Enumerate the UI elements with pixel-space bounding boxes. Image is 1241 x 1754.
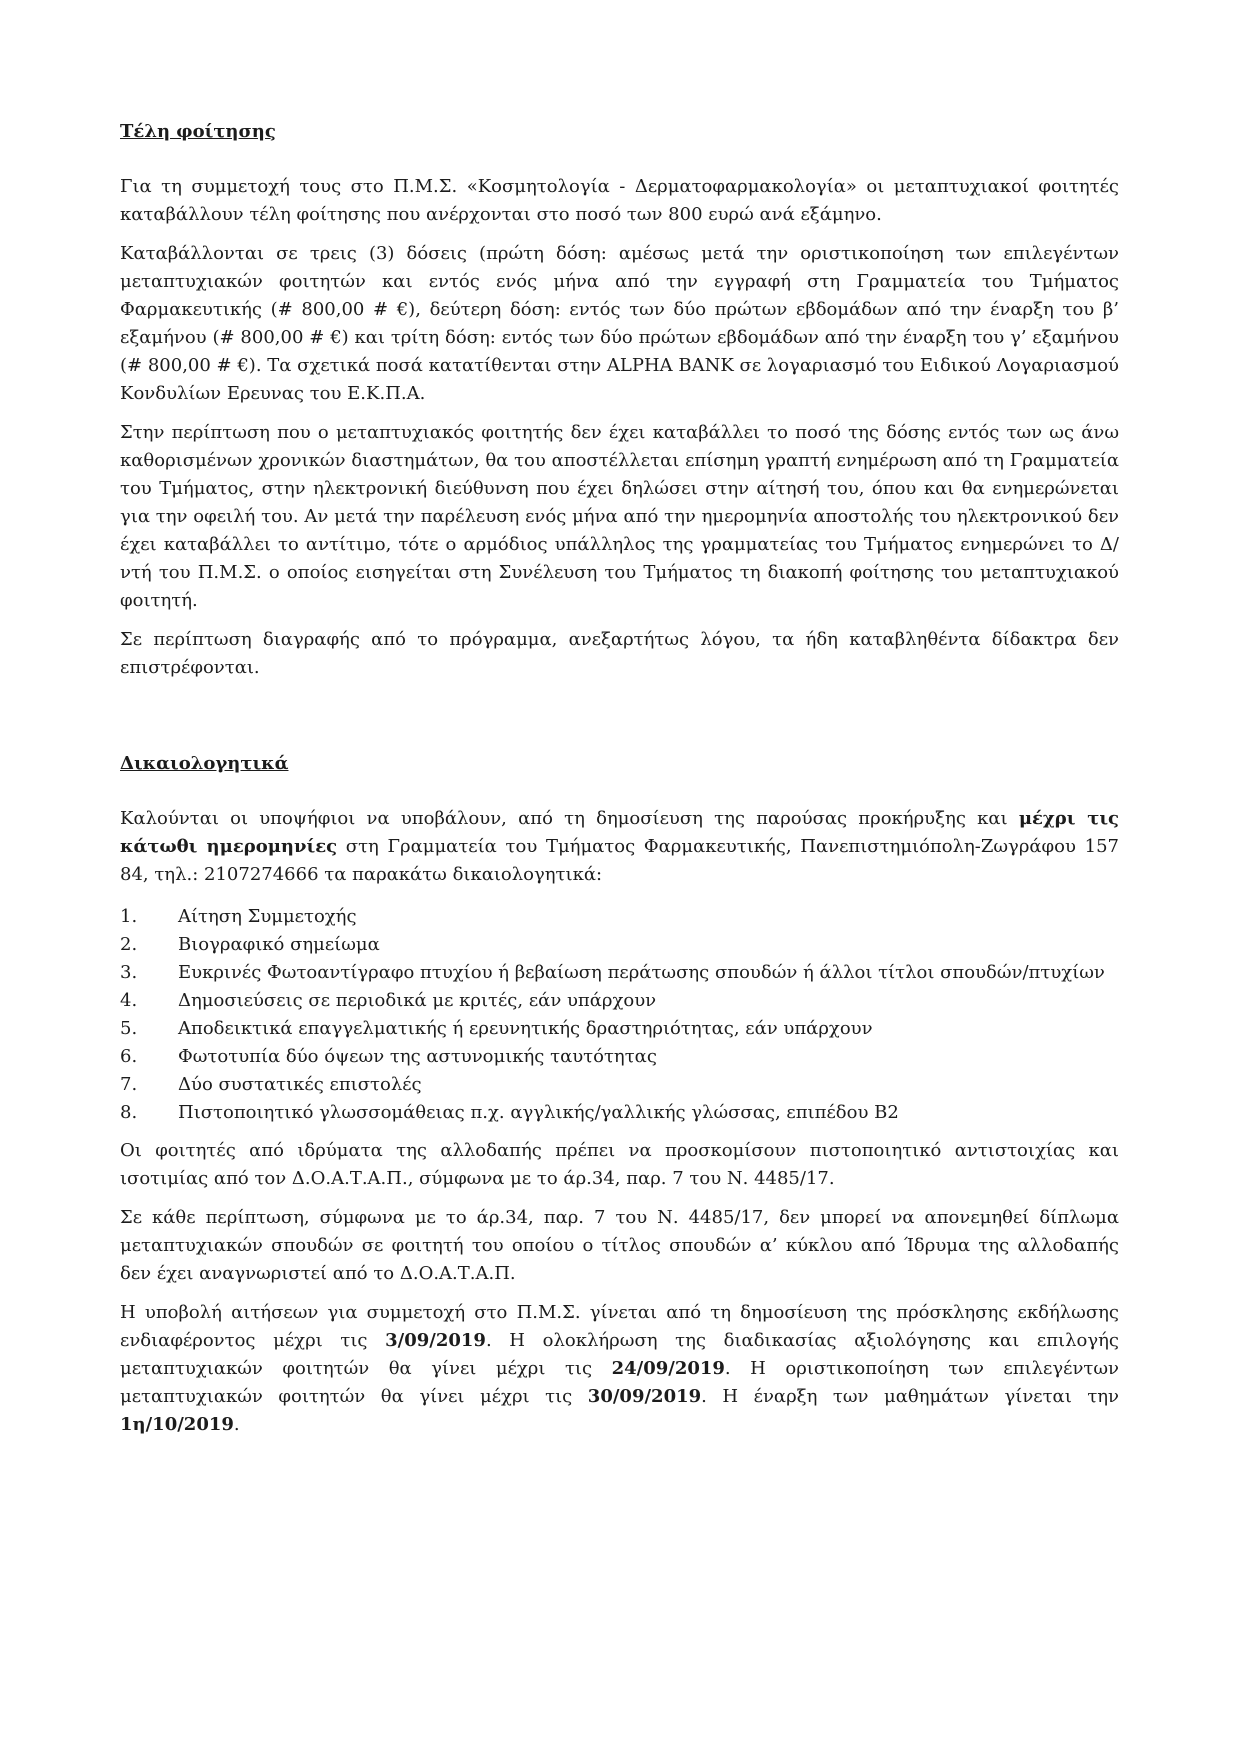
list-item-text: Βιογραφικό σημείωμα <box>178 934 380 955</box>
list-item-number: 2. <box>120 934 138 955</box>
list-item-number: 8. <box>120 1102 138 1123</box>
date-courses-start: 1η/10/2019 <box>120 1414 234 1435</box>
dates-text-2: . Η ολοκλήρωση της διαδικασίας αξιολόγησης και επιλογής μεταπτυχιακών φοιτητών θα γίνει μέχρι τις <box>120 1330 1119 1379</box>
list-item <box>120 903 1119 931</box>
list-item-text: Αίτηση Συμμετοχής <box>178 906 357 927</box>
list-item-number: 5. <box>120 1018 138 1039</box>
dates-text-5: . <box>233 1414 240 1435</box>
dates-text-4: . Η έναρξη των μαθημάτων γίνεται την <box>701 1386 1120 1407</box>
list-item <box>120 1043 1119 1071</box>
fees-paragraph-1: Για τη συμμετοχή τους στο Π.Μ.Σ. «Κοσμητολογία - Δερματοφαρμακολογία» οι μεταπτυχιακοί φοιτητές καταβάλλουν τέλη φοίτησης που ανέρχονται στο ποσό των 800 ευρώ ανά εξάμηνο. <box>120 176 1119 225</box>
dates-text-3: . Η οριστικοποίηση των επιλεγέντων μεταπτυχιακών φοιτητών θα γίνει μέχρι τις <box>120 1358 1119 1407</box>
fees-paragraph-2: Καταβάλλονται σε τρεις (3) δόσεις (πρώτη δόση: αμέσως μετά την οριστικοποίηση των επιλεγέντων μεταπτυχιακών φοιτητών και εντός ενός μήνα από την εγγραφή στη Γραμματεία του Τμήματος Φαρμακευτικής (# 800,00 # €), δεύτερη δόση: εντός των δύο πρώτων εβδομάδων από την έναρξη του β’ εξαμήνου (# 800,00 # €) και τρίτη δόση: εντός των δύο πρώτων εβδομάδων από την έναρξη του γ’ εξαμήνου (# 800,00 # €). Τα σχετικά ποσά κατατίθενται στην ALPHA BANK σε λογαριασμό του Ειδικού Λογαριασμού Κονδυλίων Ερευνας του Ε.Κ.Π.Α. <box>120 243 1119 404</box>
list-item-text: Δύο συστατικές επιστολές <box>178 1074 422 1095</box>
list-item-number: 6. <box>120 1046 138 1067</box>
list-item <box>120 1071 1119 1099</box>
list-item-text: Φωτοτυπία δύο όψεων της αστυνομικής ταυτότητας <box>178 1046 657 1067</box>
date-finalization: 30/09/2019 <box>587 1386 702 1407</box>
list-item-text: Πιστοποιητικό γλωσσομάθειας π.χ. αγγλικής/γαλλικής γλώσσας, επιπέδου Β2 <box>178 1102 899 1123</box>
dates-paragraph <box>120 1299 1119 1439</box>
requirements-list <box>120 903 1119 1127</box>
list-item <box>120 1015 1119 1043</box>
documents-intro <box>120 805 1119 889</box>
foreign-institutions-paragraph: Οι φοιτητές από ιδρύματα της αλλοδαπής πρέπει να προσκομίσουν πιστοποιητικό αντιστοιχίας και ισοτιμίας από τον Δ.Ο.Α.Τ.Α.Π., σύμφωνα με το άρ.34, παρ. 7 του Ν. 4485/17. <box>120 1140 1119 1189</box>
law-paragraph: Σε κάθε περίπτωση, σύμφωνα με το άρ.34, παρ. 7 του Ν. 4485/17, δεν μπορεί να απονεμηθεί δίπλωμα μεταπτυχιακών σπουδών σε φοιτητή του οποίου ο τίτλος σπουδών α’ κύκλου από Ίδρυμα της αλλοδαπής δεν έχει αναγνωριστεί από το Δ.Ο.Α.Τ.Α.Π. <box>120 1207 1119 1284</box>
list-item-number: 3. <box>120 962 138 983</box>
fees-heading: Τέλη φοίτησης <box>120 121 276 142</box>
list-item <box>120 1099 1119 1127</box>
document-page <box>120 118 1119 1450</box>
date-evaluation: 24/09/2019 <box>611 1358 725 1379</box>
fees-paragraph-4: Σε περίπτωση διαγραφής από το πρόγραμμα, ανεξαρτήτως λόγου, τα ήδη καταβληθέντα δίδακτρα δεν επιστρέφονται. <box>120 629 1119 678</box>
documents-intro-text-a: Καλούνται οι υποψήφιοι να υποβάλουν, από τη δημοσίευση της παρούσας προκήρυξης και <box>120 808 1019 829</box>
documents-intro-text-b: στη Γραμματεία του Τμήματος Φαρμακευτικής, Πανεπιστημιόπολη-Ζωγράφου 157 84, τηλ.: 2107274666 τα παρακάτω δικαιολογητικά: <box>120 836 1119 885</box>
list-item <box>120 959 1119 987</box>
list-item-text: Δημοσιεύσεις σε περιοδικά με κριτές, εάν υπάρχουν <box>178 990 657 1011</box>
list-item-text: Αποδεικτικά επαγγελματικής ή ερευνητικής δραστηριότητας, εάν υπάρχουν <box>178 1018 873 1039</box>
list-item <box>120 931 1119 959</box>
dates-text-1: Η υποβολή αιτήσεων για συμμετοχή στο Π.Μ.Σ. γίνεται από τη δημοσίευση της πρόσκλησης εκδήλωσης ενδιαφέροντος μέχρι τις <box>120 1302 1119 1351</box>
date-submission: 3/09/2019 <box>385 1330 486 1351</box>
list-item-number: 7. <box>120 1074 138 1095</box>
documents-intro-bold: μέχρι τις κάτωθι ημερομηνίες <box>120 808 1119 857</box>
list-item <box>120 987 1119 1015</box>
list-item-text: Ευκρινές Φωτοαντίγραφο πτυχίου ή βεβαίωση περάτωσης σπουδών ή άλλοι τίτλοι σπουδών/πτυχίων <box>178 962 1105 983</box>
documents-heading: Δικαιολογητικά <box>120 753 289 774</box>
list-item-number: 1. <box>120 906 138 927</box>
fees-paragraph-3: Στην περίπτωση που ο μεταπτυχιακός φοιτητής δεν έχει καταβάλλει το ποσό της δόσης εντός των ως άνω καθορισμένων χρονικών διαστημάτων, θα του αποστέλλεται επίσημη γραπτή ενημέρωση από τη Γραμματεία του Τμήματος, στην ηλεκτρονική διεύθυνση που έχει δηλώσει στην αίτησή του, όπου και θα ενημερώνεται για την οφειλή του. Αν μετά την παρέλευση ενός μήνα από την ημερομηνία αποστολής του ηλεκτρονικού δεν έχει καταβάλλει το αντίτιμο, τότε ο αρμόδιος υπάλληλος της γραμματείας του Τμήματος ενημερώνει το Δ/ντή του Π.Μ.Σ. ο οποίος εισηγείται στη Συνέλευση του Τμήματος τη διακοπή φοίτησης του μεταπτυχιακού φοιτητή. <box>120 422 1119 611</box>
list-item-number: 4. <box>120 990 138 1011</box>
